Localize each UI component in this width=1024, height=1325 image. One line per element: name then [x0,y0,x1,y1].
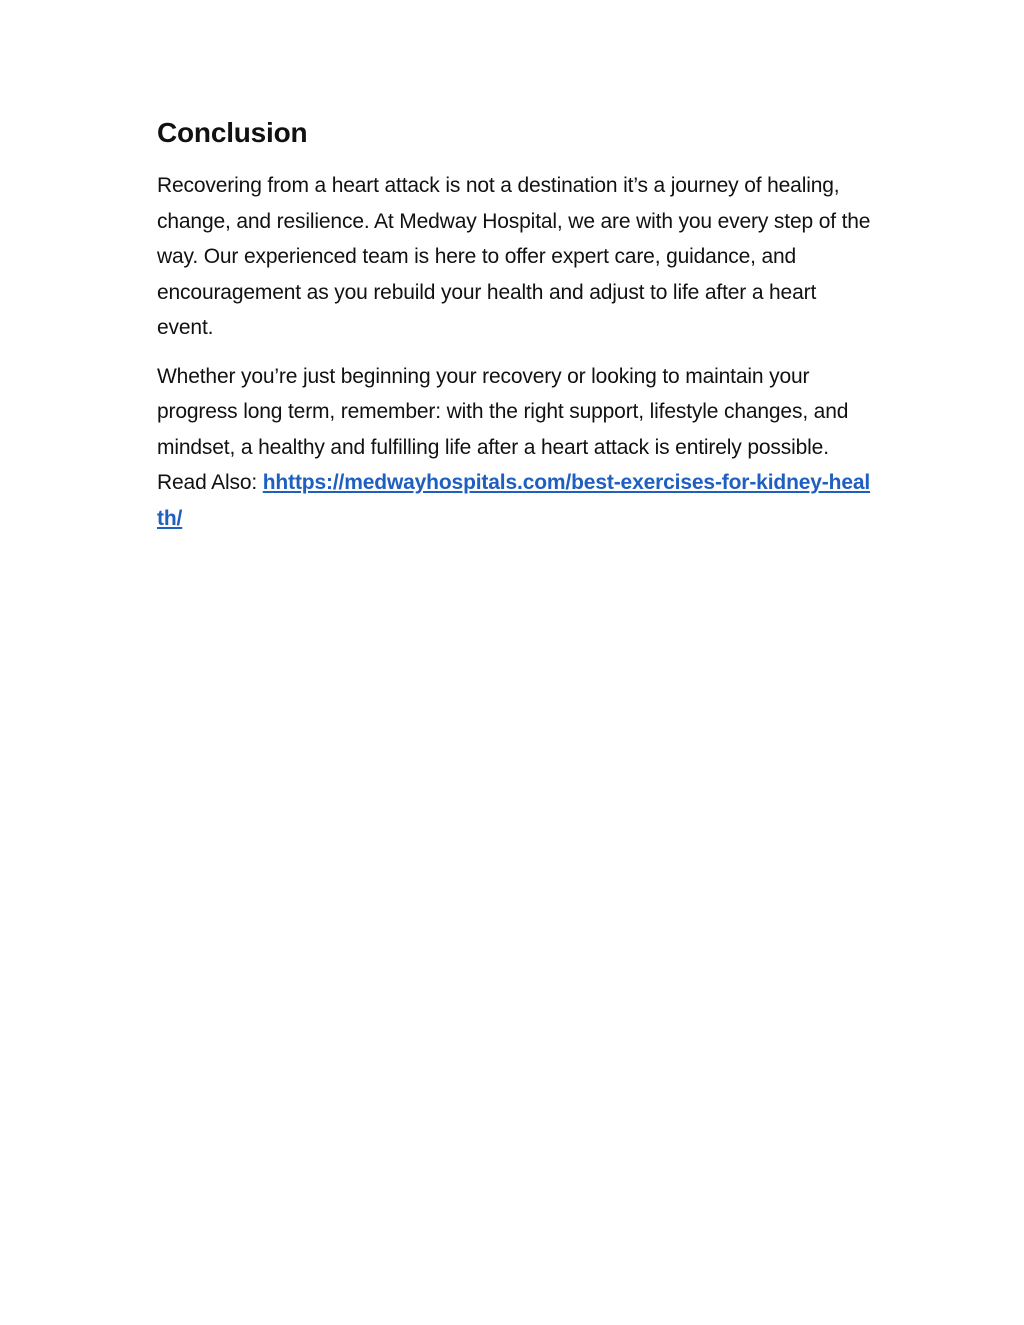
conclusion-paragraph-2 [157,359,872,537]
read-also-link[interactable]: hhttps://medwayhospitals.com/best-exercises-for-kidney-health/ [157,471,871,530]
conclusion-paragraph-1: Recovering from a heart attack is not a destination it’s a journey of healing, change, and resilience. At Medway Hospital, we are with you every step of the way. Our experienced team is here to offer expert care, guidance, and encouragement as you rebuild your health and adjust to life after a heart event. [157,174,871,339]
section-heading: Conclusion [157,117,308,148]
document-body [157,112,872,549]
conclusion-paragraph-2-text: Whether you’re just beginning your recovery or looking to maintain your progress long term, remember: with the right support, lifestyle changes, and mindset, a healthy and fulfilling life after a heart attack is entirely possible. Read Also: [157,364,849,494]
